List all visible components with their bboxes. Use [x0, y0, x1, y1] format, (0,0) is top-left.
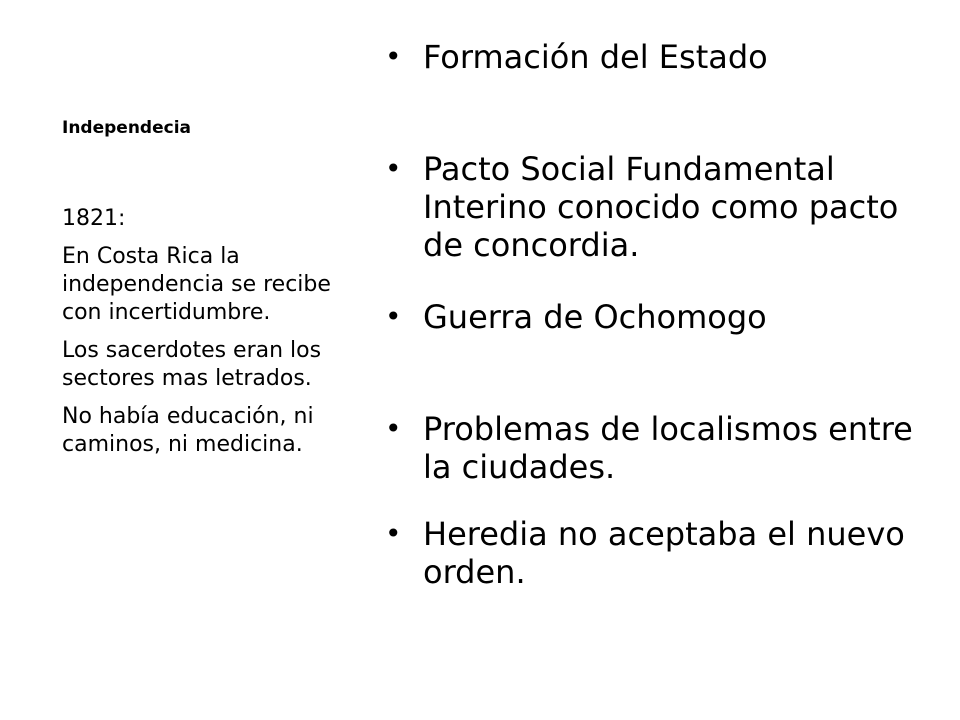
left-paragraph-reception: En Costa Rica la independencia se recibe con incertidumbre. [62, 244, 331, 325]
left-paragraph-lack: No había educación, ni caminos, ni medicina. [62, 404, 314, 457]
bullet-item [385, 298, 925, 336]
left-text-block [62, 205, 362, 469]
bullet-item [385, 150, 925, 264]
bullet-text: Formación del Estado [423, 38, 768, 76]
left-paragraph-year: 1821: [62, 206, 126, 231]
bullet-dot-icon: • [385, 412, 402, 445]
left-paragraph-priests: Los sacerdotes eran los sectores mas letrados. [62, 338, 322, 391]
slide-title: Independecia [62, 118, 192, 138]
bullet-dot-icon: • [385, 152, 402, 185]
bullet-text: Heredia no aceptaba el nuevo orden. [423, 515, 905, 591]
bullet-text: Problemas de localismos entre la ciudades. [423, 410, 913, 486]
bullet-dot-icon: • [385, 300, 402, 333]
bullet-text: Guerra de Ochomogo [423, 298, 767, 336]
bullet-item [385, 38, 925, 76]
bullet-item [385, 410, 925, 486]
bullet-dot-icon: • [385, 517, 402, 550]
bullet-dot-icon: • [385, 40, 402, 73]
bullet-item [385, 515, 925, 591]
bullet-text: Pacto Social Fundamental Interino conocido como pacto de concordia. [423, 150, 899, 264]
